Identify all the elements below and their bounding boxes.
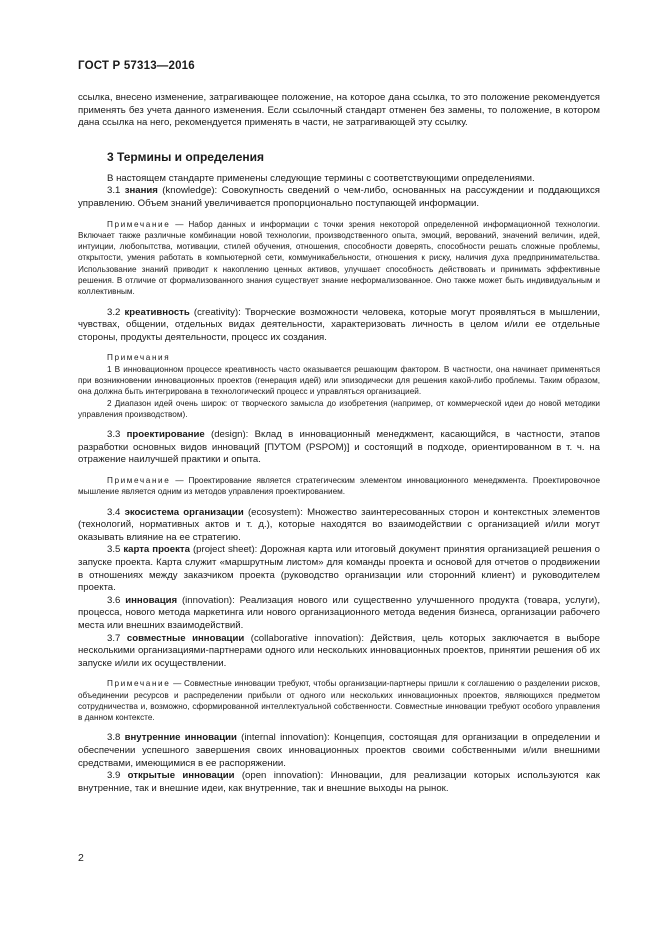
note-2-item-2: 2 Диапазон идей очень широк: от творческого замысла до изобретения (например, от коммерческой идеи до новой методики управления производством). <box>78 398 600 419</box>
term-3-6: 3.6 инновация (innovation): Реализация нового или существенно улучшенного продукта (товара, услуги), процесса, нового метода маркетинга или нового организационного метода ведения бизнеса, организации рабочего места или внешних взаимодействий. <box>78 594 600 631</box>
document-body <box>78 92 600 795</box>
section-title: 3 Термины и определения <box>107 149 265 164</box>
term-name: совместные инновации <box>126 632 245 644</box>
term-name: креативность <box>124 306 190 318</box>
term-name: экосистема организации <box>124 506 244 518</box>
note-2-label: Примечания <box>107 353 171 363</box>
term-3-5: 3.5 карта проекта (project sheet): Дорожная карта или итоговый документ принятия организацией решения о запуске проекта. Карта служит «маршрутным листом» для команды проекта и основой для отчетов о продвижении в отношениях между заказчиком проекта (руководство организации или сторонний клиент) и руководителем проекта. <box>78 544 600 594</box>
term-3-8: 3.8 внутренние инновации (internal innovation): Концепция, состоящая для организации в определении и обеспечении успешного завершения своих инновационных проектов своими собственными и/или внешними средствами, имеющимися в ее распоряжении. <box>78 732 600 769</box>
term-3-7: 3.7 совместные инновации (collaborative innovation): Действия, цель которых заключается в выборе несколькими организациями-партнерами одного или нескольких инновационных проектов, принятии решения об их запуске и/или их осуществлении. <box>78 632 600 669</box>
note-2-item-1: 1 В инновационном процессе креативность часто оказывается решающим фактором. В частности, она начинает применяться при возникновении инновационных проектов (генерация идей) или эпизодически для решения какой-либо проблемы. Таким образом, она должна быть интегрирована в технологический процесс и управляться организацией. <box>78 364 600 397</box>
note-4: Примечание — Совместные инновации требуют, чтобы организации-партнеры пришли к соглашению о разделении рисков, объединении ресурсов и распределении прибыли от одного или нескольких инновационных проектов, являющихся предметом сотрудничества и, возможно, сформированной интеллектуальной собственности. Совместные инновации требуют особого управления в данном контексте. <box>78 679 600 723</box>
document-header: ГОСТ Р 57313—2016 <box>78 60 195 72</box>
term-name: внутренние инновации <box>124 732 237 744</box>
section-lead: В настоящем стандарте применены следующие термины с соответствующими определениями. <box>107 172 535 184</box>
note-label: Примечание <box>107 679 171 689</box>
term-name: карта проекта <box>123 544 190 556</box>
note-label: Примечание <box>107 219 171 229</box>
term-3-4: 3.4 экосистема организации (ecosystem): Множество заинтересованных сторон и контекстных элементов (технологий, нормативных актов и т. д.), которые находятся во взаимодействии с организацией и/или могут оказывать влияние на ее стратегию. <box>78 506 600 543</box>
intro-paragraph: ссылка, внесено изменение, затрагивающее положение, на которое дана ссылка, то это положение рекомендуется применять без учета данного изменения. Если ссылочный стандарт отменен без замены, то положение, в котором дана ссылка на него, рекомендуется применять в части, не затрагивающей эту ссылку. <box>78 92 600 129</box>
note-label: Примечание <box>107 475 171 485</box>
term-name: проектирование <box>126 429 205 441</box>
term-3-9: 3.9 открытые инновации (open innovation): Инновации, для реализации которых используются как внутренние, так и внешние идеи, как внутренние, так и внешние выходы на рынок. <box>78 770 600 794</box>
term-3-1: 3.1 знания (knowledge): Совокупность сведений о чем-либо, основанных на рассуждении и поддающихся управлению. Объем знаний увеличивается пропорционально поступающей информации. <box>78 185 600 209</box>
page-number: 2 <box>78 852 84 864</box>
term-3-3: 3.3 проектирование (design): Вклад в инновационный менеджмент, касающийся, в частности, этапов разработки основных видов инноваций [ПУТОМ (PSPOM)] и состоящий в подходе, ориентированном в т. ч. на отражение наилучшей практики и опыта. <box>78 429 600 466</box>
term-name: знания <box>124 185 158 197</box>
term-name: инновация <box>125 594 178 606</box>
term-3-2: 3.2 креативность (creativity): Творческие возможности человека, которые могут проявляться в мышлении, чувствах, общении, отдельных видах деятельности, характеризовать личность в целом и/или ее отдельные стороны, продукты деятельности, процесс их создания. <box>78 306 600 343</box>
note-1: Примечание — Набор данных и информации с точки зрения некоторой определенной информационной технологии. Включает также различные комбинации новой технологии, производственного опыта, эмоций, верований, значений величин, идей, интуиции, любопытства, мотивации, стилей обучения, отношения, способности доверять, способности решать сложные проблемы, открытости, умения работать в компьютерной сети, коммуникабельности, отношения к риску, наличия духа предпринимательства. Использование знаний приводит к накоплению ценных активов, улучшает способность действовать и принимать эффективные решения. В отличие от формализованного знания существует знание неформализованное. Оно также может быть индивидуальным и коллективным. <box>78 219 600 297</box>
term-name: открытые инновации <box>127 770 235 782</box>
note-3: Примечание — Проектирование является стратегическим элементом инновационного менеджмента. Проектировочное мышление является одним из методов управления проектированием. <box>78 475 600 497</box>
